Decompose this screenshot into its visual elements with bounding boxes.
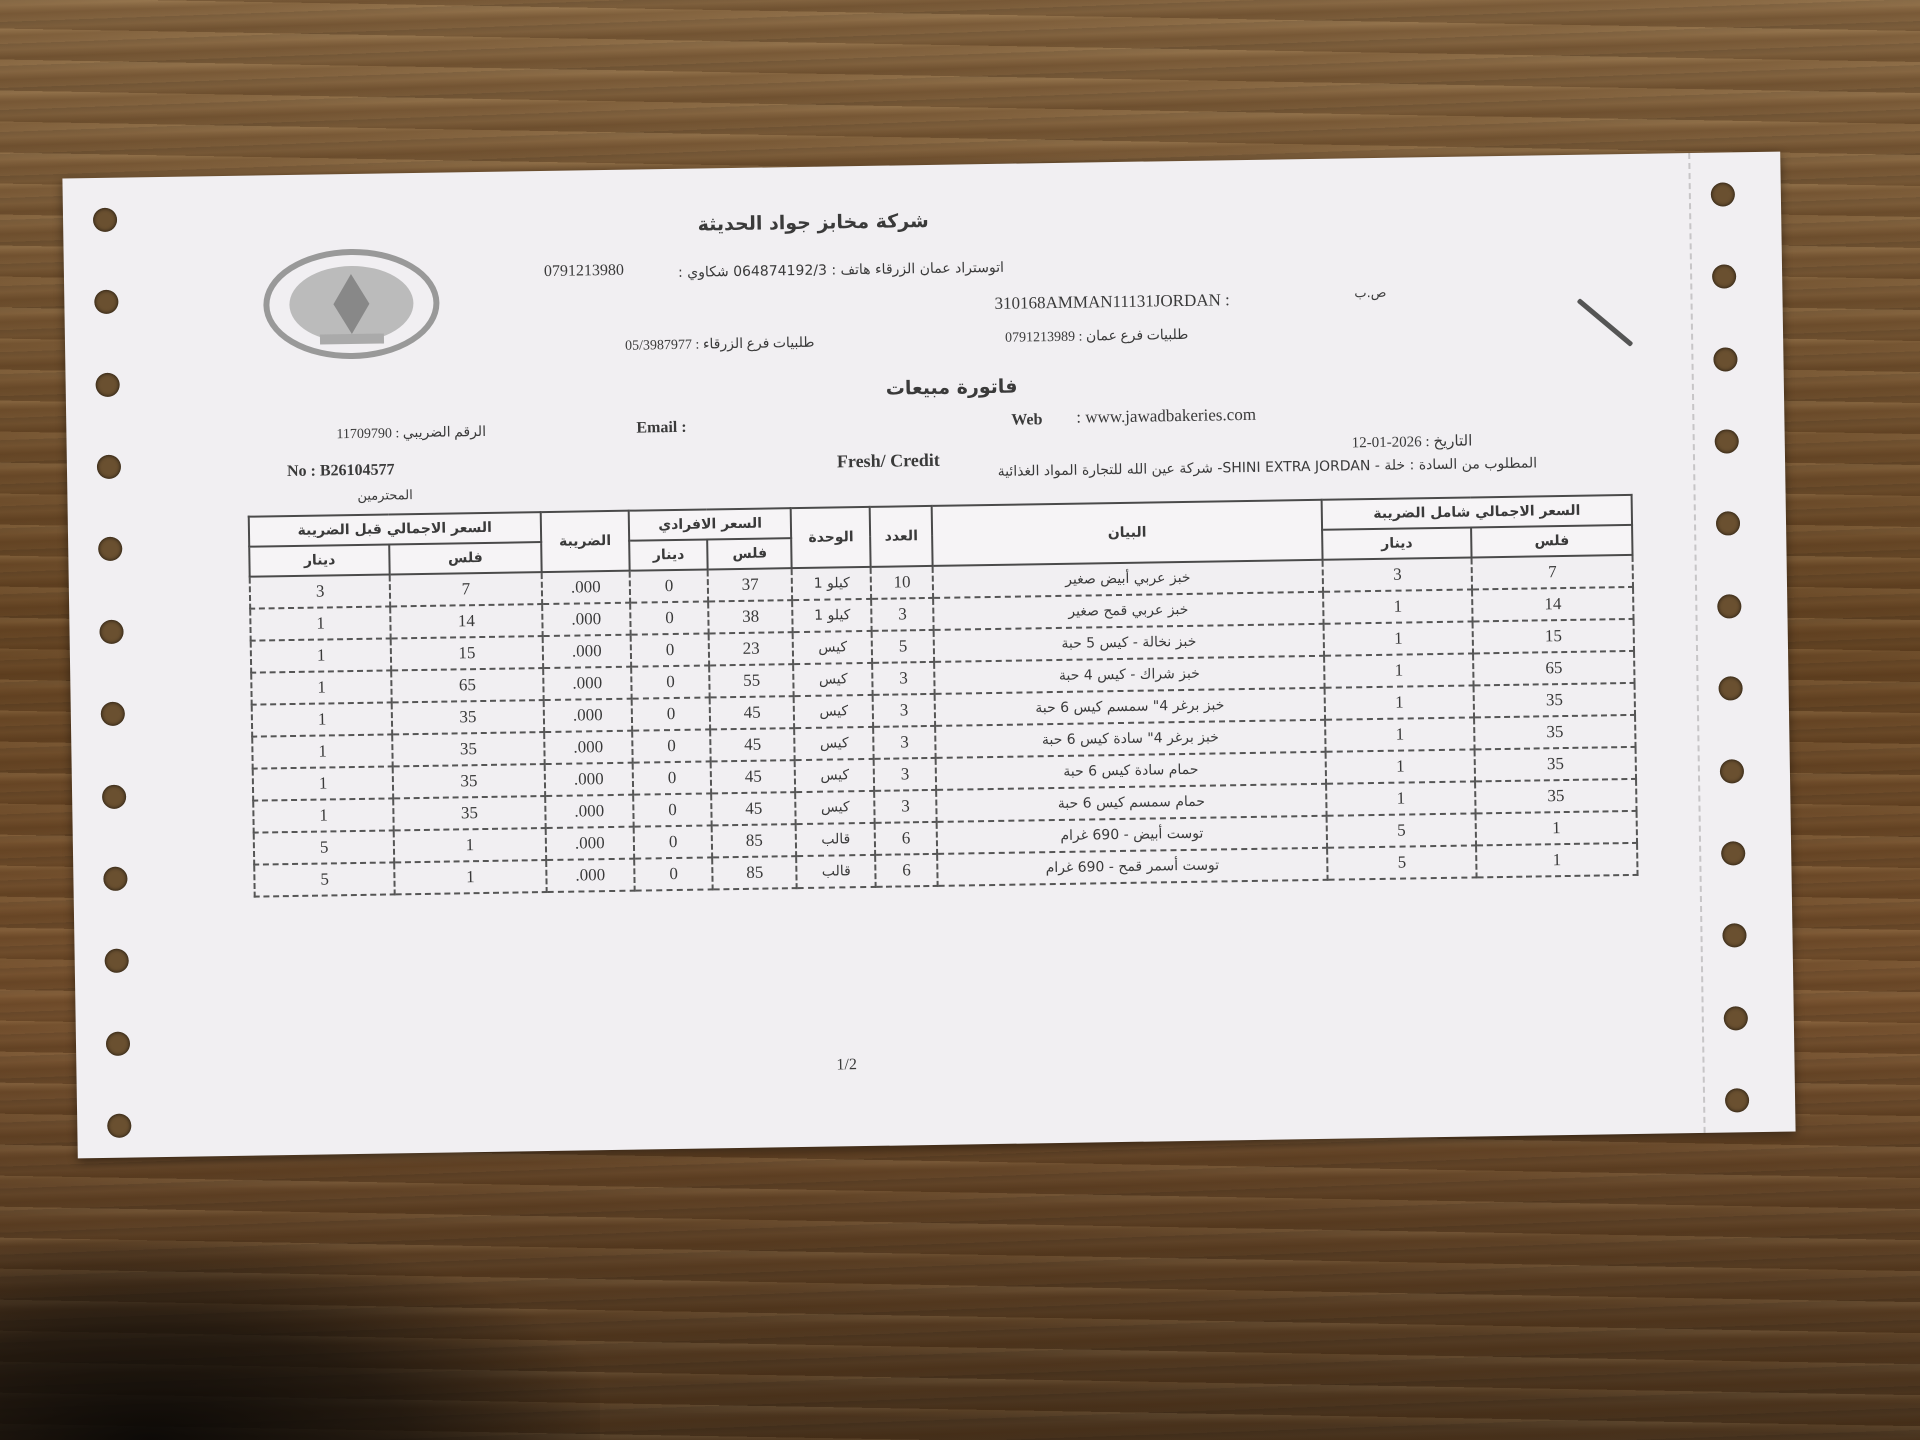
price-fils-cell: 23 xyxy=(709,632,794,665)
incl-fils-cell: 35 xyxy=(1475,779,1636,814)
price-fils-cell: 45 xyxy=(710,696,795,729)
page-number: 1/2 xyxy=(836,1056,858,1074)
header-fils: فلس xyxy=(1471,525,1632,558)
incl-dinar-cell: 1 xyxy=(1324,621,1474,655)
hole xyxy=(93,208,117,232)
hole xyxy=(1720,759,1744,783)
incl-fils-cell: 1 xyxy=(1476,843,1637,878)
header-tax: الضريبة xyxy=(540,511,629,572)
header-dinar: دينار xyxy=(249,544,390,576)
hole xyxy=(95,372,119,396)
qty-cell: 6 xyxy=(875,854,937,887)
incl-fils-cell: 35 xyxy=(1474,715,1635,750)
unit-cell: قالب xyxy=(797,855,876,888)
email-label: Email : xyxy=(636,418,687,437)
hole xyxy=(1722,923,1746,947)
qty-cell: 10 xyxy=(871,566,933,599)
unit-cell: كيس xyxy=(795,759,874,792)
tax-number: الرقم الضريبي : 11709790 xyxy=(336,424,487,443)
company-name: شركة مخابز جواد الحديثة xyxy=(697,209,929,236)
description-cell: خبز برغر 4" سادة كيس 6 حبة xyxy=(935,720,1325,758)
before-dinar-cell: 1 xyxy=(253,798,394,832)
price-dinar-cell: 0 xyxy=(631,665,710,698)
before-dinar-cell: 1 xyxy=(251,670,392,704)
price-fils-cell: 55 xyxy=(709,664,794,697)
hole xyxy=(103,866,127,890)
before-dinar-cell: 1 xyxy=(252,734,393,768)
hole xyxy=(106,1031,130,1055)
hole xyxy=(1715,429,1739,453)
incl-dinar-cell: 1 xyxy=(1325,685,1475,719)
orders-amman: طلبيات فرع عمان : 0791213989 xyxy=(1004,327,1189,346)
header-total-before-tax: السعر الاجمالي قبل الضريبة xyxy=(249,512,541,547)
incl-dinar-cell: 1 xyxy=(1323,589,1473,623)
before-fils-cell: 15 xyxy=(391,636,543,670)
invoice-title: فاتورة مبيعات xyxy=(885,375,1018,400)
web-url: : www.jawadbakeries.com xyxy=(1076,404,1257,427)
price-fils-cell: 85 xyxy=(712,824,797,857)
description-cell: توست أبيض - 690 غرام xyxy=(937,816,1327,854)
before-dinar-cell: 1 xyxy=(253,766,394,800)
address-phone: 0791213980 xyxy=(543,261,625,281)
incl-fils-cell: 1 xyxy=(1476,811,1637,846)
price-dinar-cell: 0 xyxy=(634,857,713,890)
incl-fils-cell: 65 xyxy=(1473,651,1634,686)
header-unit-price: السعر الافرادي xyxy=(629,508,792,541)
unit-cell: كيس xyxy=(796,791,875,824)
tax-cell: .000 xyxy=(544,763,633,796)
incl-fils-cell: 35 xyxy=(1474,683,1635,718)
web-label: Web xyxy=(1011,411,1043,429)
before-dinar-cell: 1 xyxy=(251,638,392,672)
header-dinar: دينار xyxy=(629,539,708,570)
header-qty: العدد xyxy=(870,506,933,567)
hole xyxy=(1712,265,1736,289)
price-fils-cell: 37 xyxy=(708,568,793,601)
invoice-date: التاريخ : 2026-01-12 xyxy=(1351,433,1473,452)
header-fils: فلس xyxy=(707,538,792,569)
hole xyxy=(1724,1006,1748,1030)
incl-fils-cell: 14 xyxy=(1472,587,1633,622)
price-fils-cell: 38 xyxy=(708,600,793,633)
price-fils-cell: 45 xyxy=(710,728,795,761)
price-dinar-cell: 0 xyxy=(634,825,713,858)
tractor-holes-left xyxy=(93,207,148,1138)
before-fils-cell: 1 xyxy=(395,860,547,894)
tax-cell: .000 xyxy=(541,571,630,604)
before-fils-cell: 35 xyxy=(392,700,544,734)
hole xyxy=(1711,182,1735,206)
tax-cell: .000 xyxy=(546,859,635,892)
tax-cell: .000 xyxy=(544,731,633,764)
before-fils-cell: 1 xyxy=(394,828,546,862)
incl-fils-cell: 15 xyxy=(1473,619,1634,654)
hole xyxy=(99,619,123,643)
price-dinar-cell: 0 xyxy=(633,761,712,794)
hole xyxy=(1718,676,1742,700)
incl-dinar-cell: 1 xyxy=(1326,749,1476,783)
incl-dinar-cell: 1 xyxy=(1324,653,1474,687)
before-fils-cell: 14 xyxy=(391,604,543,638)
hole xyxy=(1725,1088,1749,1112)
qty-cell: 3 xyxy=(874,790,936,823)
incl-dinar-cell: 3 xyxy=(1323,557,1473,591)
unit-cell: كيس xyxy=(793,631,872,664)
price-fils-cell: 45 xyxy=(711,792,796,825)
unit-cell: كيس xyxy=(795,727,874,760)
description-cell: خبز عربي أبيض صغير xyxy=(933,560,1323,598)
before-dinar-cell: 1 xyxy=(250,606,391,640)
address-line: اتوستراد عمان الزرقاء هاتف : 064874192/3 شكاوي : xyxy=(677,259,1005,281)
description-cell: خبز شراك - كيس 4 حبة xyxy=(934,656,1324,694)
qty-cell: 6 xyxy=(875,822,937,855)
incl-dinar-cell: 5 xyxy=(1327,845,1477,879)
qty-cell: 3 xyxy=(874,758,936,791)
price-dinar-cell: 0 xyxy=(630,601,709,634)
tax-cell: .000 xyxy=(545,795,634,828)
hole xyxy=(1717,594,1741,618)
invoice-table xyxy=(248,494,1639,898)
orders-zarqa: طلبيات فرع الزرقاء : 05/3987977 xyxy=(624,335,815,354)
qty-cell: 5 xyxy=(872,630,934,663)
before-fils-cell: 35 xyxy=(393,764,545,798)
header-description: البيان xyxy=(932,500,1323,566)
qty-cell: 3 xyxy=(873,694,935,727)
hole xyxy=(1716,512,1740,536)
tax-cell: .000 xyxy=(542,635,631,668)
price-dinar-cell: 0 xyxy=(630,569,709,602)
unit-cell: كيس xyxy=(794,663,873,696)
hole xyxy=(102,784,126,808)
unit-cell: قالب xyxy=(796,823,875,856)
unit-cell: كيلو 1 xyxy=(793,599,872,632)
before-fils-cell: 7 xyxy=(390,572,542,606)
respected-label: المحترمين xyxy=(357,488,413,504)
po-box-label: ص.ب xyxy=(1354,285,1387,302)
before-fils-cell: 65 xyxy=(392,668,544,702)
unit-cell: كيلو 1 xyxy=(792,567,871,600)
incl-fils-cell: 7 xyxy=(1472,555,1633,590)
tractor-holes-right xyxy=(1711,182,1766,1113)
unit-cell: كيس xyxy=(794,695,873,728)
description-cell: خبز نخالة - كيس 5 حبة xyxy=(934,624,1324,662)
before-dinar-cell: 3 xyxy=(250,574,391,608)
background-shadow xyxy=(0,1240,600,1440)
tax-cell: .000 xyxy=(542,603,631,636)
description-cell: حمام سادة كيس 6 حبة xyxy=(936,752,1326,790)
before-dinar-cell: 5 xyxy=(254,830,395,864)
qty-cell: 3 xyxy=(873,726,935,759)
tax-cell: .000 xyxy=(543,667,632,700)
hole xyxy=(105,949,129,973)
qty-cell: 3 xyxy=(872,662,934,695)
perforation-line xyxy=(1688,153,1705,1133)
hole xyxy=(107,1114,131,1138)
incl-dinar-cell: 5 xyxy=(1327,813,1477,847)
qty-cell: 3 xyxy=(871,598,933,631)
po-box: 310168AMMAN11131JORDAN : xyxy=(994,290,1230,313)
description-cell: توست أسمر قمح - 690 غرام xyxy=(937,848,1327,886)
incl-fils-cell: 35 xyxy=(1475,747,1636,782)
price-fils-cell: 85 xyxy=(712,856,797,889)
header-unit: الوحدة xyxy=(791,507,871,568)
payment-type: Fresh/ Credit xyxy=(836,449,940,472)
table-body xyxy=(250,555,1638,897)
description-cell: حمام سمسم كيس 6 حبة xyxy=(936,784,1326,822)
hole xyxy=(98,537,122,561)
description-cell: خبز عربي قمح صغير xyxy=(933,592,1323,630)
customer-line: المطلوب من السادة : خلة - SHINI EXTRA JORDAN- شركة عين الله للتجارة المواد الغذائية xyxy=(997,455,1538,480)
hole xyxy=(1721,841,1745,865)
incl-dinar-cell: 1 xyxy=(1326,781,1476,815)
hole xyxy=(94,290,118,314)
price-dinar-cell: 0 xyxy=(632,697,711,730)
before-dinar-cell: 1 xyxy=(252,702,393,736)
header-dinar: دينار xyxy=(1322,527,1472,559)
before-fils-cell: 35 xyxy=(393,732,545,766)
invoice-number: No : B26104577 xyxy=(286,461,395,481)
price-dinar-cell: 0 xyxy=(633,793,712,826)
header-total-incl-tax: السعر الاجمالي شامل الضريبة xyxy=(1322,495,1632,530)
description-cell: خبز برغر 4" سمسم كيس 6 حبة xyxy=(935,688,1325,726)
hole xyxy=(97,455,121,479)
incl-dinar-cell: 1 xyxy=(1325,717,1475,751)
hole xyxy=(101,702,125,726)
invoice-paper xyxy=(62,152,1795,1159)
tax-cell: .000 xyxy=(545,827,634,860)
price-dinar-cell: 0 xyxy=(632,729,711,762)
before-fils-cell: 35 xyxy=(394,796,546,830)
company-logo xyxy=(258,243,445,366)
hole xyxy=(1713,347,1737,371)
before-dinar-cell: 5 xyxy=(254,862,395,896)
header-fils: فلس xyxy=(390,542,542,574)
price-fils-cell: 45 xyxy=(711,760,796,793)
tax-cell: .000 xyxy=(543,699,632,732)
price-dinar-cell: 0 xyxy=(631,633,710,666)
